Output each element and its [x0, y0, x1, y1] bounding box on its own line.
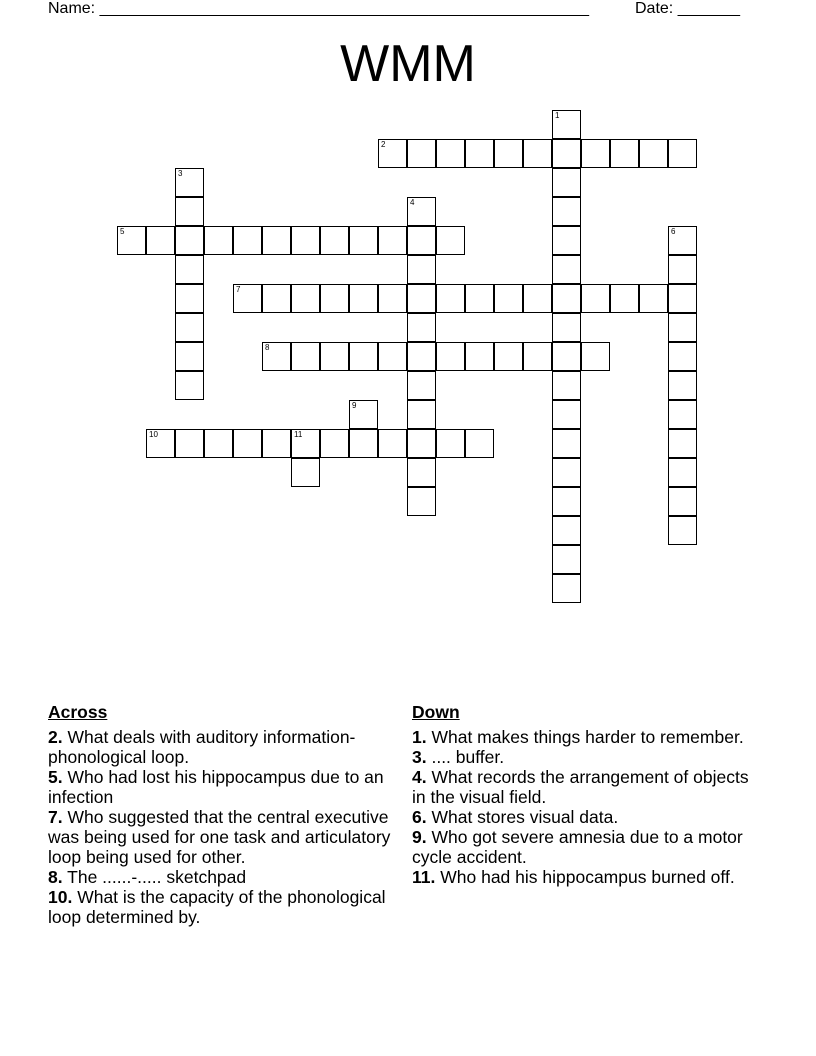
name-blank: _______________________________________________________ — [99, 0, 589, 17]
crossword-cell[interactable] — [465, 429, 494, 458]
crossword-cell[interactable] — [552, 574, 581, 603]
crossword-cell[interactable] — [552, 400, 581, 429]
crossword-cell[interactable] — [407, 139, 436, 168]
crossword-cell[interactable] — [233, 226, 262, 255]
clue-number: 5. — [48, 767, 63, 787]
down-clue — [412, 827, 762, 867]
crossword-cell[interactable] — [262, 284, 291, 313]
clue-text: .... buffer. — [426, 747, 505, 767]
cell-number: 10 — [149, 430, 158, 439]
clue-number: 3. — [412, 747, 427, 767]
crossword-cell[interactable] — [407, 197, 436, 226]
down-clue — [412, 727, 762, 747]
crossword-cell[interactable] — [233, 429, 262, 458]
cell-number: 3 — [178, 169, 183, 178]
crossword-cell[interactable] — [407, 371, 436, 400]
crossword-cell[interactable] — [523, 284, 552, 313]
crossword-cell[interactable] — [668, 226, 697, 255]
crossword-cell[interactable] — [320, 342, 349, 371]
crossword-cell[interactable] — [291, 284, 320, 313]
crossword-cell[interactable] — [175, 371, 204, 400]
clue-number: 9. — [412, 827, 427, 847]
across-clues — [48, 702, 403, 927]
down-clues — [412, 702, 762, 887]
down-clue — [412, 867, 762, 887]
crossword-cell[interactable] — [436, 139, 465, 168]
crossword-cell[interactable] — [581, 284, 610, 313]
crossword-cell[interactable] — [436, 342, 465, 371]
crossword-cell[interactable] — [117, 226, 146, 255]
cell-number: 11 — [294, 430, 303, 439]
crossword-cell[interactable] — [581, 139, 610, 168]
crossword-cell[interactable] — [436, 284, 465, 313]
down-clue — [412, 747, 762, 767]
clue-text: Who got severe amnesia due to a motor cycle accident. — [412, 827, 743, 867]
crossword-cell[interactable] — [552, 313, 581, 342]
crossword-cell[interactable] — [146, 226, 175, 255]
crossword-cell[interactable] — [552, 516, 581, 545]
clue-number: 4. — [412, 767, 427, 787]
crossword-cell[interactable] — [175, 284, 204, 313]
down-heading: Down — [412, 702, 460, 722]
across-clue — [48, 807, 403, 867]
crossword-cell[interactable] — [378, 342, 407, 371]
crossword-cell[interactable] — [668, 342, 697, 371]
crossword-cell[interactable] — [175, 226, 204, 255]
crossword-cell[interactable] — [349, 400, 378, 429]
clue-text: Who had lost his hippocampus due to an infection — [48, 767, 384, 807]
crossword-cell[interactable] — [668, 255, 697, 284]
across-clue — [48, 887, 403, 927]
clue-number: 1. — [412, 727, 427, 747]
clue-text: What makes things harder to remember. — [426, 727, 744, 747]
clue-text: What records the arrangement of objects in the visual field. — [412, 767, 749, 807]
crossword-cell[interactable] — [465, 342, 494, 371]
crossword-cell[interactable] — [436, 429, 465, 458]
date-blank: _______ — [677, 0, 740, 17]
crossword-cell[interactable] — [407, 487, 436, 516]
crossword-cell[interactable] — [552, 429, 581, 458]
cell-number: 6 — [671, 227, 676, 236]
cell-number: 7 — [236, 285, 241, 294]
crossword-cell[interactable] — [552, 139, 581, 168]
clue-text: What deals with auditory information- phonological loop. — [48, 727, 356, 767]
crossword-cell[interactable] — [349, 226, 378, 255]
crossword-cell[interactable] — [291, 226, 320, 255]
crossword-cell[interactable] — [668, 400, 697, 429]
crossword-cell[interactable] — [407, 400, 436, 429]
crossword-cell[interactable] — [552, 197, 581, 226]
crossword-cell[interactable] — [407, 313, 436, 342]
crossword-cell[interactable] — [552, 168, 581, 197]
across-clue — [48, 727, 403, 767]
crossword-cell[interactable] — [407, 342, 436, 371]
crossword-cell[interactable] — [668, 487, 697, 516]
crossword-cell[interactable] — [204, 226, 233, 255]
crossword-cell[interactable] — [668, 139, 697, 168]
cell-number: 8 — [265, 343, 270, 352]
crossword-cell[interactable] — [407, 284, 436, 313]
crossword-cell[interactable] — [552, 342, 581, 371]
cell-number: 2 — [381, 140, 386, 149]
name-label: Name: — [48, 0, 96, 17]
crossword-cell[interactable] — [552, 371, 581, 400]
crossword-cell[interactable] — [407, 255, 436, 284]
crossword-cell[interactable] — [349, 342, 378, 371]
crossword-cell[interactable] — [291, 342, 320, 371]
across-clue — [48, 767, 403, 807]
crossword-cell[interactable] — [378, 284, 407, 313]
crossword-cell[interactable] — [204, 429, 233, 458]
crossword-cell[interactable] — [639, 139, 668, 168]
clue-number: 2. — [48, 727, 63, 747]
crossword-cell[interactable] — [378, 429, 407, 458]
across-clue-list — [48, 727, 403, 927]
clue-number: 11. — [412, 867, 436, 887]
crossword-cell[interactable] — [436, 226, 465, 255]
crossword-cell[interactable] — [552, 487, 581, 516]
clue-text: What is the capacity of the phonological loop determined by. — [48, 887, 386, 927]
crossword-cell[interactable] — [494, 342, 523, 371]
crossword-cell[interactable] — [262, 342, 291, 371]
crossword-cell[interactable] — [175, 197, 204, 226]
crossword-cell[interactable] — [465, 139, 494, 168]
crossword-cell[interactable] — [378, 226, 407, 255]
crossword-cell[interactable] — [233, 284, 262, 313]
crossword-cell[interactable] — [668, 458, 697, 487]
crossword-cell[interactable] — [262, 429, 291, 458]
crossword-cell[interactable] — [378, 139, 407, 168]
clue-text: What stores visual data. — [426, 807, 619, 827]
down-clue — [412, 767, 762, 807]
crossword-cell[interactable] — [639, 284, 668, 313]
across-clue — [48, 867, 403, 887]
clue-text: Who had his hippocampus burned off. — [435, 867, 735, 887]
crossword-cell[interactable] — [465, 284, 494, 313]
cell-number: 4 — [410, 198, 415, 207]
crossword-cell[interactable] — [407, 429, 436, 458]
crossword-cell[interactable] — [175, 255, 204, 284]
crossword-cell[interactable] — [175, 429, 204, 458]
crossword-cell[interactable] — [175, 168, 204, 197]
clue-number: 6. — [412, 807, 427, 827]
crossword-cell[interactable] — [668, 284, 697, 313]
across-heading: Across — [48, 702, 108, 722]
cell-number: 1 — [555, 111, 560, 120]
crossword-cell[interactable] — [407, 458, 436, 487]
cell-number: 5 — [120, 227, 125, 236]
crossword-cell[interactable] — [291, 458, 320, 487]
crossword-cell[interactable] — [349, 429, 378, 458]
crossword-cell[interactable] — [610, 139, 639, 168]
crossword-cell[interactable] — [407, 226, 436, 255]
crossword-cell[interactable] — [668, 429, 697, 458]
crossword-cell[interactable] — [320, 226, 349, 255]
crossword-cell[interactable] — [552, 110, 581, 139]
crossword-cell[interactable] — [610, 284, 639, 313]
crossword-cell[interactable] — [320, 284, 349, 313]
clue-number: 10. — [48, 887, 73, 907]
crossword-cell[interactable] — [552, 226, 581, 255]
crossword-cell[interactable] — [262, 226, 291, 255]
crossword-cell[interactable] — [668, 371, 697, 400]
clue-text: The ......-..... sketchpad — [62, 867, 247, 887]
crossword-cell[interactable] — [552, 458, 581, 487]
crossword-cell[interactable] — [668, 516, 697, 545]
crossword-cell[interactable] — [175, 313, 204, 342]
clue-text: Who suggested that the central executive was being used for one task and articulatory loop being used for other. — [48, 807, 391, 867]
crossword-cell[interactable] — [552, 284, 581, 313]
down-clue — [412, 807, 762, 827]
crossword-cell[interactable] — [523, 139, 552, 168]
cell-number: 9 — [352, 401, 357, 410]
crossword-cell[interactable] — [175, 342, 204, 371]
crossword-cell[interactable] — [552, 255, 581, 284]
date-label: Date: — [635, 0, 674, 17]
crossword-cell[interactable] — [146, 429, 175, 458]
puzzle-title: WMM — [340, 35, 476, 93]
crossword-cell[interactable] — [320, 429, 349, 458]
crossword-cell[interactable] — [552, 545, 581, 574]
clue-number: 8. — [48, 867, 63, 887]
crossword-cell[interactable] — [494, 284, 523, 313]
clue-number: 7. — [48, 807, 63, 827]
down-clue-list — [412, 727, 762, 887]
crossword-cell[interactable] — [523, 342, 552, 371]
crossword-cell[interactable] — [291, 429, 320, 458]
crossword-cell[interactable] — [349, 284, 378, 313]
crossword-cell[interactable] — [668, 313, 697, 342]
crossword-cell[interactable] — [581, 342, 610, 371]
crossword-cell[interactable] — [494, 139, 523, 168]
